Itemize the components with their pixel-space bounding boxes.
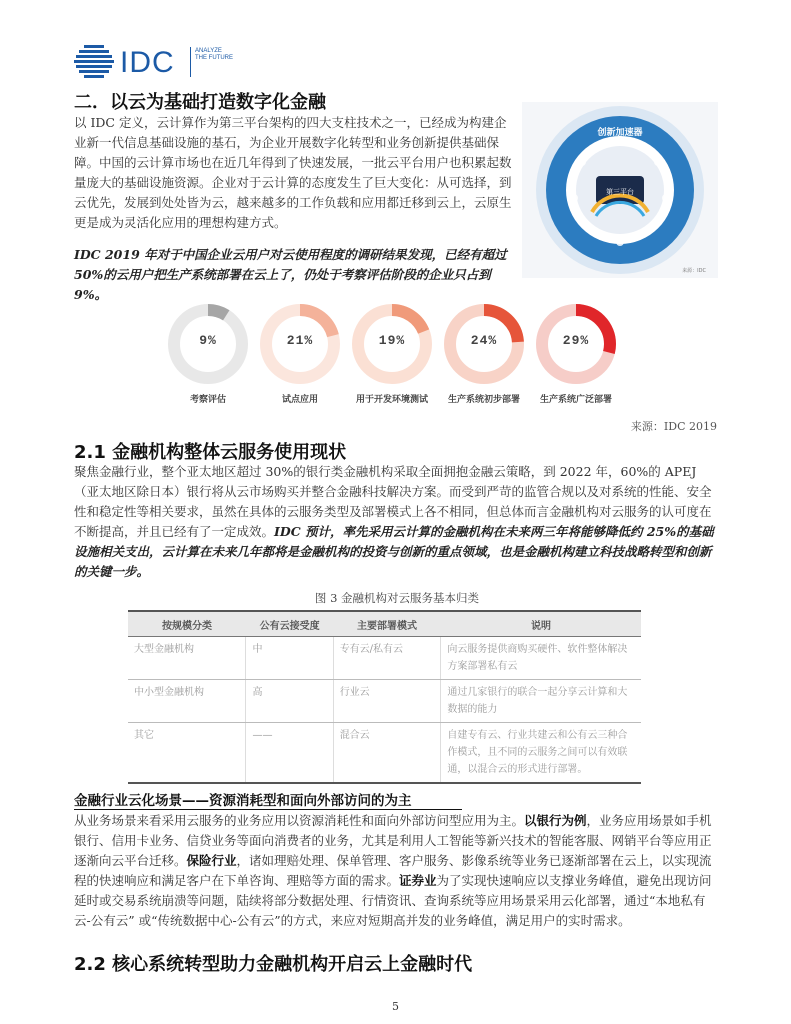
section-1-emphasis: IDC 2019 年对于中国企业云用户对云使用程度的调研结果发现，已经有超过 50%的云用户把生产系统部署在云上了，仍处于考察评估阶段的企业只占到 9%。 — [74, 246, 507, 302]
donut-category-label: 生产系统初步部署 — [447, 395, 520, 405]
logo-text: IDC — [120, 46, 175, 79]
table-cell: 中 — [246, 637, 333, 680]
table-cell: 高 — [246, 680, 333, 723]
donut-category-label: 用于开发环境测试 — [355, 395, 428, 405]
subsection-title-text: 金融行业云化场景——资源消耗型和面向外部访问的为主 — [74, 793, 412, 809]
section-2-1-body: 聚焦金融行业，整个亚太地区超过 30%的银行类金融机构采取全面拥抱金融云策略，到 2022 年，60%的 APEJ（亚太地区除日本）银行将从云市场购买并整合金融科技解决方案。而受到严苛的监管合规以及对系统的性能、安全性和稳定性等相关要求，虽然在具体的云服务类型及部署模式上各不相同，但总体而言金融机构对云服务的认可度在不断提高，并且已经有了一定成效。 — [74, 464, 712, 539]
col-header-deployment: 主要部署模式 — [333, 611, 441, 637]
table-row — [128, 680, 641, 723]
bank-text: ，业务应用场景如手机银行、信用卡业务、信贷业务等面向消费者的业务，尤其是利用人工智能等新兴技术的智能客服、网销平台等应用正逐渐向云平台迁移。 — [74, 813, 712, 868]
section-1-title: 二．以云为基础打造数字化金融 — [74, 92, 326, 113]
chart-source: 来源：IDC 2019 — [630, 420, 717, 433]
table-cell: 其它 — [128, 723, 246, 784]
securities-label: 证券业 — [399, 873, 437, 888]
section-2-1-emphasis: IDC 预计，率先采用云计算的金融机构在未来两三年将能够降低约 25%的基础设施相关支出，云计算在未来几年都将是金融机构的投资与创新的重点领域，也是金融机构建立科技战略转型和创新的关键一步。 — [74, 524, 714, 579]
subsection-title — [74, 789, 412, 809]
table-cell: 向云服务提供商购买硬件、软件整体解决方案部署私有云 — [441, 637, 641, 680]
table-caption: 图 3 金融机构对云服务基本归类 — [314, 591, 480, 605]
donut-2 — [258, 302, 342, 390]
wheel-center-label: 第三平台 — [606, 188, 634, 196]
donut-category-label: 试点应用 — [281, 395, 318, 405]
donut-value-label: 24% — [470, 333, 498, 348]
page-number: 5 — [392, 1000, 399, 1013]
insurance-text: ，诸如理赔处理、保单管理、客户服务、影像系统等业务已逐渐部署在云上，以实现流程的快速响应和满足客户在下单咨询、理赔等方面的需求。 — [74, 853, 712, 888]
donut-value-label: 9% — [199, 333, 217, 348]
donut-5 — [534, 302, 618, 390]
section-2-2-title: 2.2 核心系统转型助力金融机构开启云上金融时代 — [74, 954, 473, 975]
logo-tagline: ANALYZE THE FUTURE — [195, 48, 233, 61]
subsection-paragraph — [74, 811, 720, 931]
table-row — [128, 637, 641, 680]
table-cell: 行业云 — [333, 680, 441, 723]
donut-1 — [166, 302, 250, 390]
donut-4 — [442, 302, 526, 390]
donut-category-label: 生产系统广泛部署 — [539, 395, 612, 405]
wheel-source: 来源：IDC — [682, 268, 706, 274]
donut-value-label: 19% — [378, 333, 406, 348]
donut-category-label: 考察评估 — [189, 395, 226, 405]
donut-3 — [350, 302, 434, 390]
section-2-1-title: 2.1 金融机构整体云服务使用现状 — [74, 442, 347, 463]
table-cell: 中小型金融机构 — [128, 680, 246, 723]
lead-text: 从业务场景来看采用云服务的业务应用以资源消耗性和面向外部访问型应用为主。 — [74, 813, 525, 828]
innovation-accelerator-figure — [522, 102, 718, 278]
section-2-1-paragraph — [74, 462, 720, 582]
table-cell: —— — [246, 723, 333, 784]
table-cell: 大型金融机构 — [128, 637, 246, 680]
bank-label: 以银行为例 — [524, 813, 587, 828]
insurance-label: 保险行业 — [186, 853, 237, 868]
table-cell: 自建专有云、行业共建云和公有云三种合作模式，且不同的云服务之间可以有效联通，以混合云的形式进行部署。 — [441, 723, 641, 784]
col-header-scale: 按规模分类 — [128, 611, 246, 637]
securities-text: 为了实现快速响应以支撑业务峰值，避免出现访问延时或交易系统崩溃等问题，陆续将部分数据处理、行情资讯、查询系统等应用场景采用云化部署，通过“本地私有云-公有云” 或“传统数据中心-公有云”的方式，来应对短期高并发的业务峰值，满足用户的实时需求。 — [74, 873, 712, 928]
table-cell: 混合云 — [333, 723, 441, 784]
cloud-classification-table — [128, 610, 641, 784]
donut-value-label: 21% — [286, 333, 314, 348]
globe-icon — [74, 44, 114, 80]
idc-logo — [74, 44, 234, 82]
table-cell: 通过几家银行的联合一起分享云计算和大数据的能力 — [441, 680, 641, 723]
wheel-top-label: 创新加速器 — [597, 128, 643, 138]
table-row — [128, 723, 641, 784]
section-1-paragraph: 以 IDC 定义，云计算作为第三平台架构的四大支柱技术之一，已经成为构建企业新一代信息基础设施的基石，为企业开展数字化转型和业务创新提供基础保障。中国的云计算市场也在近几年得到了快速发展，一批云平台用户也积累起数量庞大的基础设施资源。企业对于云计算的态度发生了巨大变化：从可选择，到云优先，发展到处处皆为云，越来越多的工作负载和应用都迁移到云上，云原生更是成为灵活化应用的理想构建方式。 — [74, 115, 512, 230]
donut-value-label: 29% — [562, 333, 590, 348]
table-cell: 专有云/私有云 — [333, 637, 441, 680]
col-header-acceptance: 公有云接受度 — [246, 611, 333, 637]
col-header-description: 说明 — [441, 611, 641, 637]
